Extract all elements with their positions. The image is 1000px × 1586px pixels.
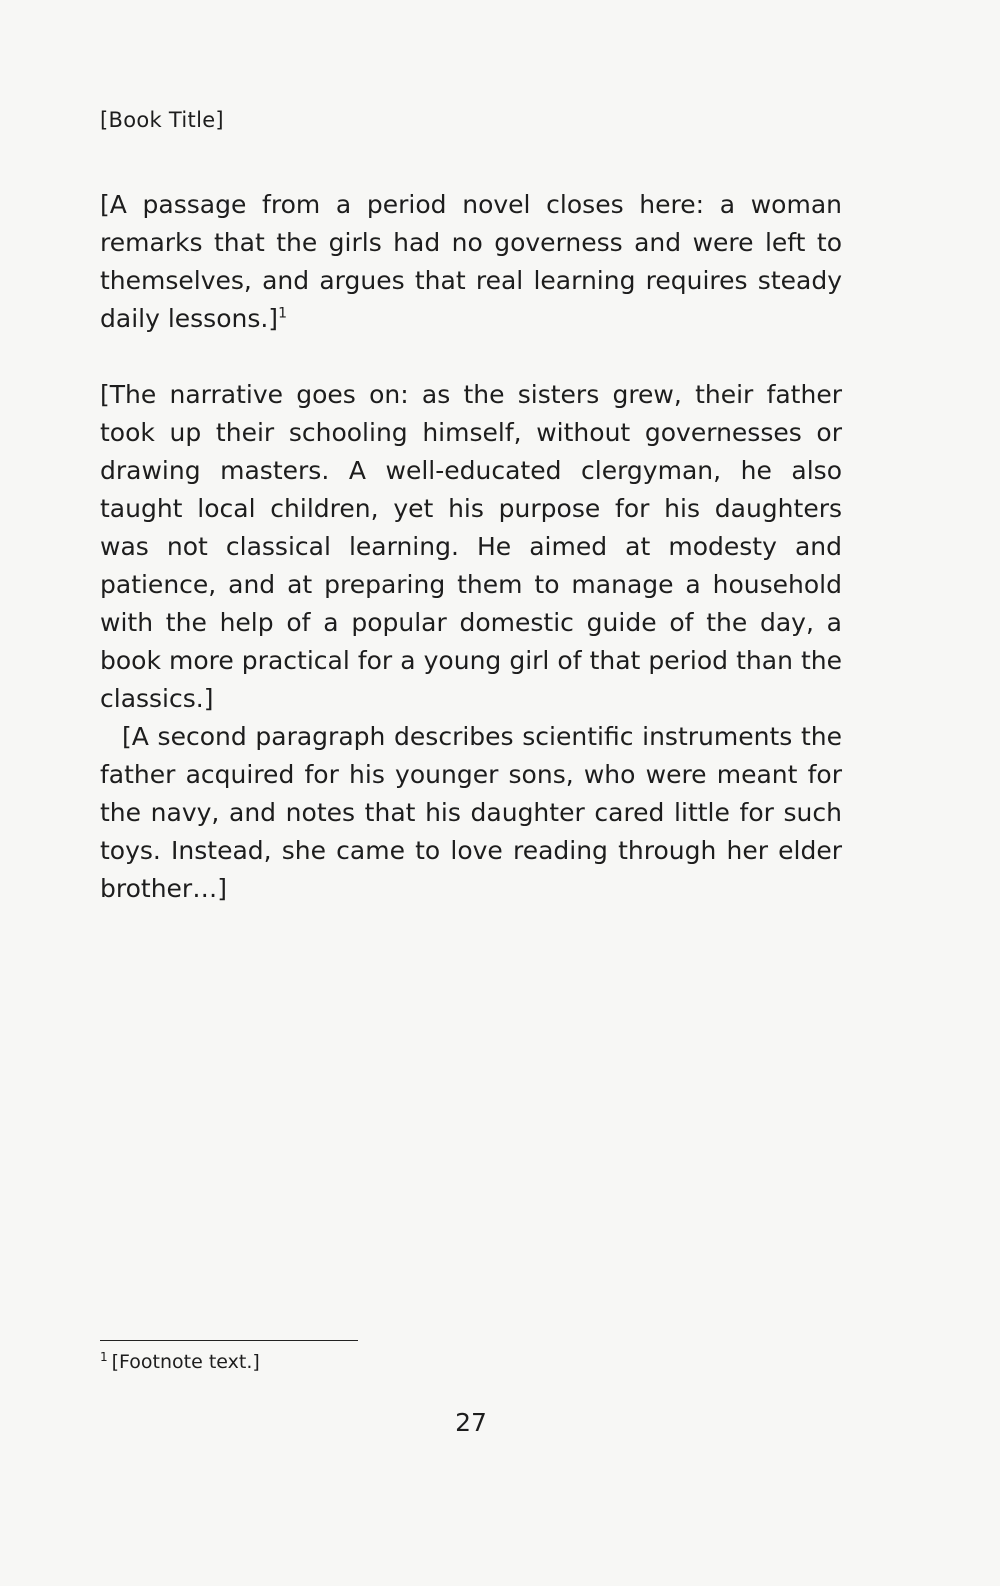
book-page [100,0,842,1586]
body-paragraph: [The narrative goes on: as the sisters grew, their father took up their schooling himself, without governesses or drawing masters. A well-educated clergyman, he also taught local children, yet his purpose for his daughters was not classical learning. He aimed at modesty and patience, and at preparing them to manage a household with the help of a popular domestic guide of the day, a book more practical for a young girl of that period than the classics.] [100,380,842,713]
body-paragraph: [A second paragraph describes scientific instruments the father acquired for his younger sons, who were meant for the navy, and notes that his daughter cared little for such toys. Instead, she came to love reading through her elder brother…] [100,722,842,903]
footnote-reference-marker: 1 [278,305,287,322]
page-number: 27 [455,1408,487,1437]
footnote-marker: 1 [100,1349,108,1364]
footnote [100,1348,260,1376]
body-text [100,186,842,908]
running-head: [Book Title] [100,108,224,132]
quote-text: [A passage from a period novel closes here: a woman remarks that the girls had no governess and were left to themselves, and argues that real learning requires steady daily lessons.] [100,190,842,333]
quote-paragraph [100,186,842,338]
footnote-text: [Footnote text.] [111,1351,260,1373]
footnote-divider [100,1340,358,1341]
